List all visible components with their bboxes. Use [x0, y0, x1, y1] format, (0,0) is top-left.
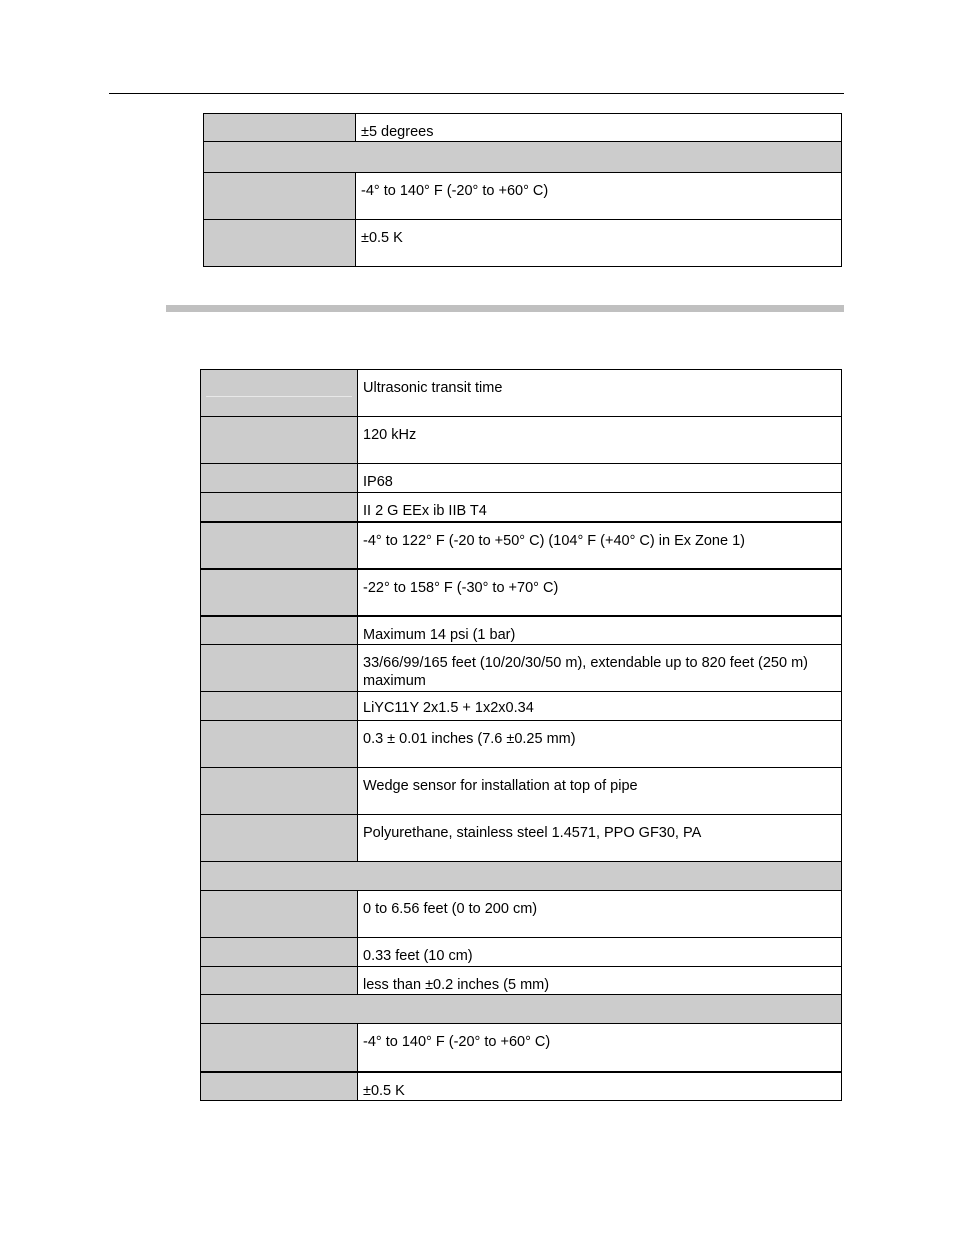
- row-label: [201, 692, 358, 721]
- section-row: [201, 862, 842, 891]
- row-value: ±5 degrees: [356, 114, 842, 142]
- row-value: 0 to 6.56 feet (0 to 200 cm): [358, 891, 842, 938]
- row-value: 0.33 feet (10 cm): [358, 938, 842, 967]
- row-label: [201, 721, 358, 768]
- table-row: [201, 522, 842, 569]
- section-header: [201, 995, 842, 1024]
- row-value: 33/66/99/165 feet (10/20/30/50 m), extendable up to 820 feet (250 m) maximum: [358, 645, 842, 692]
- specifications-table-sensor: [200, 369, 842, 1101]
- section-row: [204, 142, 842, 173]
- row-value: -4° to 140° F (-20° to +60° C): [356, 173, 842, 220]
- row-value: 120 kHz: [358, 417, 842, 464]
- row-label: [201, 967, 358, 995]
- table-row: [201, 645, 842, 692]
- table-row: [201, 493, 842, 522]
- row-label: [201, 815, 358, 862]
- table-row: [201, 569, 842, 616]
- row-label: [201, 417, 358, 464]
- table-row: [201, 616, 842, 645]
- row-value: 0.3 ± 0.01 inches (7.6 ±0.25 mm): [358, 721, 842, 768]
- row-label: [204, 173, 356, 220]
- table-row: [201, 370, 842, 417]
- section-header: [201, 862, 842, 891]
- table-row: [201, 1024, 842, 1072]
- row-label: [201, 891, 358, 938]
- table-row: [201, 891, 842, 938]
- row-label: [201, 493, 358, 522]
- row-value: LiYC11Y 2x1.5 + 1x2x0.34: [358, 692, 842, 721]
- table-row: [201, 464, 842, 493]
- row-value: less than ±0.2 inches (5 mm): [358, 967, 842, 995]
- table-row: [201, 1072, 842, 1101]
- table-row: [204, 220, 842, 267]
- table-row: [201, 692, 842, 721]
- row-label: [201, 1072, 358, 1101]
- label-underline: [206, 396, 352, 397]
- table-row: [204, 173, 842, 220]
- table-row: [201, 967, 842, 995]
- row-value: IP68: [358, 464, 842, 493]
- row-label: [201, 1024, 358, 1072]
- table-row: [201, 417, 842, 464]
- section-divider-bar: [166, 305, 844, 312]
- section-row: [201, 995, 842, 1024]
- row-value: ±0.5 K: [358, 1072, 842, 1101]
- row-label: [201, 768, 358, 815]
- table-row: [204, 114, 842, 142]
- table-row: [201, 768, 842, 815]
- row-label: [201, 938, 358, 967]
- row-value: ±0.5 K: [356, 220, 842, 267]
- row-label: [201, 522, 358, 569]
- table-row: [201, 815, 842, 862]
- specifications-table-top: [203, 113, 842, 267]
- row-label: [201, 645, 358, 692]
- row-value: -4° to 122° F (-20 to +50° C) (104° F (+40° C) in Ex Zone 1): [358, 522, 842, 569]
- row-label: [201, 616, 358, 645]
- table-row: [201, 721, 842, 768]
- header-rule: [109, 93, 844, 94]
- row-value: Polyurethane, stainless steel 1.4571, PPO GF30, PA: [358, 815, 842, 862]
- table-row: [201, 938, 842, 967]
- row-label: [201, 464, 358, 493]
- row-value: II 2 G EEx ib IIB T4: [358, 493, 842, 522]
- row-label: [201, 569, 358, 616]
- row-value: Ultrasonic transit time: [358, 370, 842, 417]
- row-label: [201, 370, 358, 417]
- row-label: [204, 220, 356, 267]
- row-value: -22° to 158° F (-30° to +70° C): [358, 569, 842, 616]
- row-value: Wedge sensor for installation at top of pipe: [358, 768, 842, 815]
- row-label: [204, 114, 356, 142]
- row-value: Maximum 14 psi (1 bar): [358, 616, 842, 645]
- row-value: -4° to 140° F (-20° to +60° C): [358, 1024, 842, 1072]
- section-header: [204, 142, 842, 173]
